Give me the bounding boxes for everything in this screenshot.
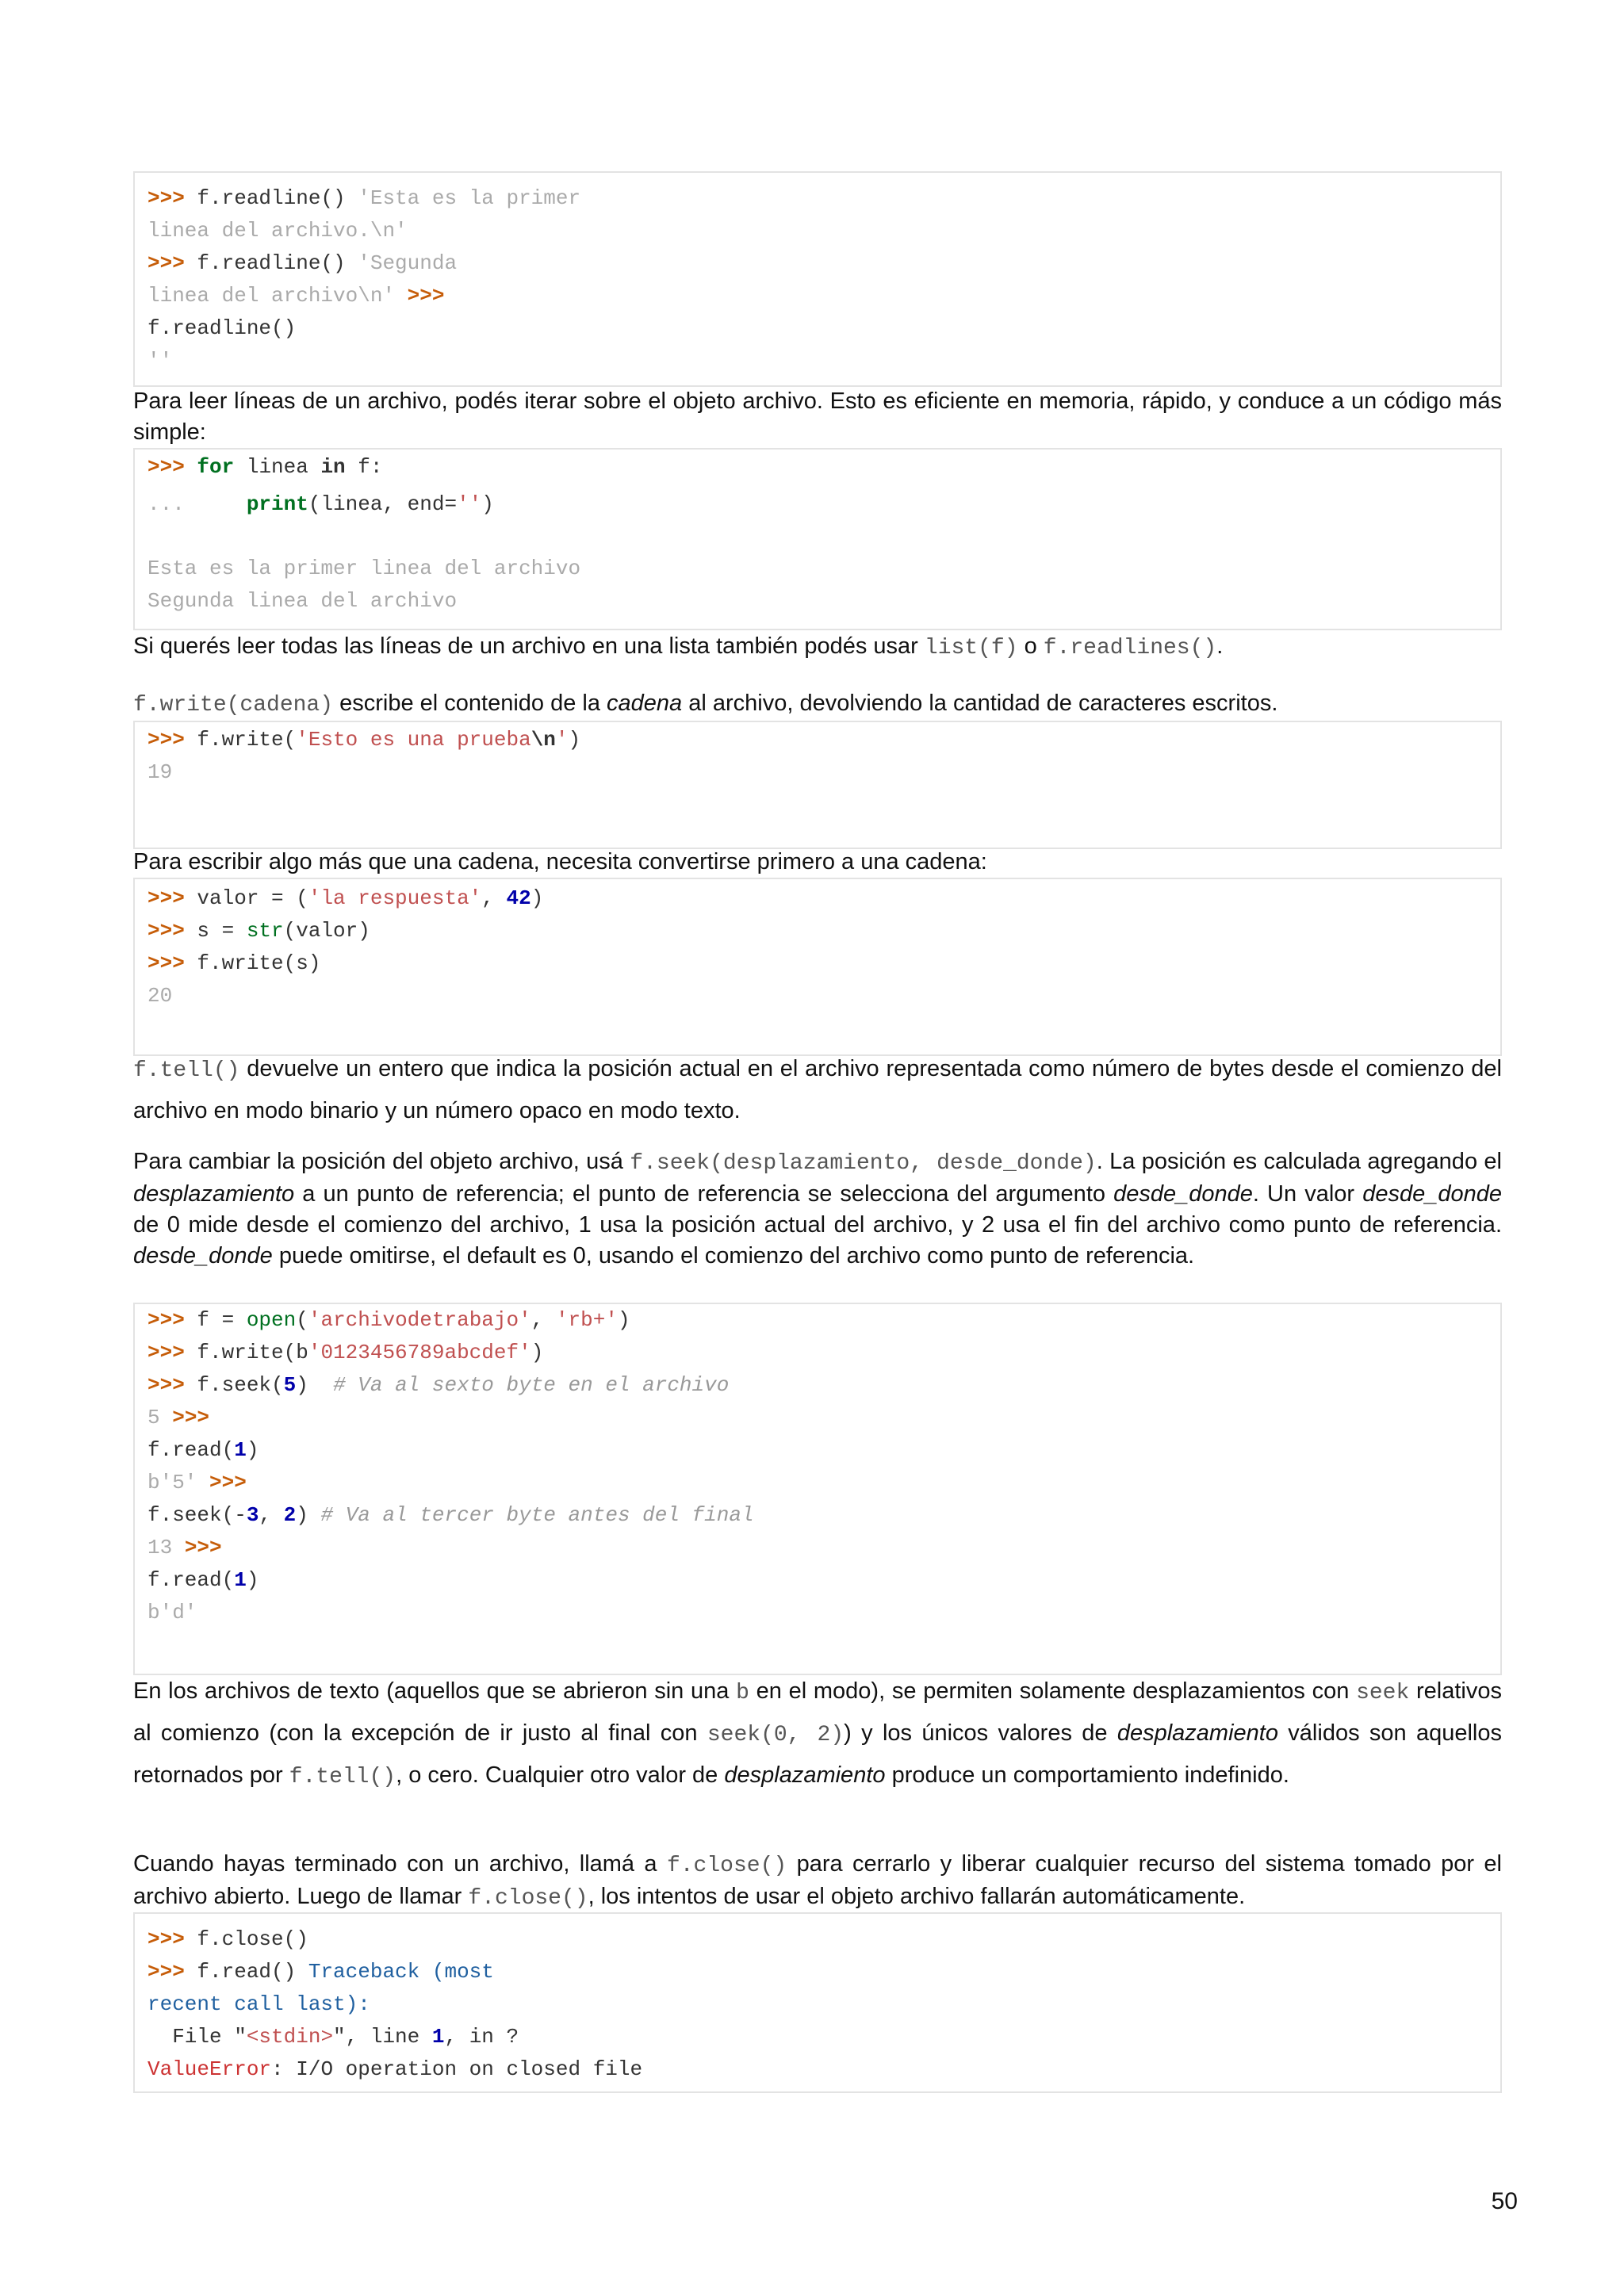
indent	[185, 492, 247, 516]
output: 13	[147, 1536, 185, 1559]
text: o	[1017, 633, 1044, 659]
code: f.seek(	[184, 1373, 284, 1397]
text: relativos al comienzo (con la excepción de ir justo al final con	[133, 1678, 1502, 1746]
string: 'la respuesta'	[308, 886, 482, 910]
string: 'archivodetrabajo'	[308, 1308, 531, 1332]
prompt: >>>	[147, 1927, 185, 1951]
code-line	[147, 1369, 1488, 1402]
text: . Un valor	[1252, 1181, 1363, 1207]
traceback-text: recent call last):	[147, 1992, 370, 2016]
text: Cuando hayas terminado con un archivo, llamá a	[133, 1851, 667, 1877]
code-line	[147, 182, 1488, 215]
text: de 0 mide desde el comienzo del archivo, 1 usa la posición actual del archivo, y 2 usa el fin del archivo como punto de referencia.	[133, 1212, 1502, 1238]
code: ,	[259, 1503, 284, 1527]
code: f.seek(-	[147, 1503, 247, 1527]
paragraph-text-mode-seek	[133, 1671, 1502, 1797]
output: 19	[147, 760, 173, 784]
comment: # Va al tercer byte antes del final	[320, 1503, 754, 1527]
code: ,	[530, 1308, 556, 1332]
code: )	[530, 886, 544, 910]
code-line	[147, 980, 1488, 1012]
code: )	[246, 1568, 259, 1592]
prompt: >>>	[147, 1373, 185, 1397]
number: 2	[283, 1503, 297, 1527]
code-line	[147, 724, 1488, 756]
prompt: >>>	[147, 455, 185, 479]
emphasis: desplazamiento	[724, 1762, 886, 1788]
text: a un punto de referencia; el punto de referencia se selecciona del argumento	[294, 1181, 1114, 1207]
code-line	[147, 484, 1488, 520]
code: (valor)	[283, 919, 370, 943]
string: 'rb+'	[555, 1308, 618, 1332]
number: 1	[431, 2025, 445, 2049]
text: válidos son aquellos retornados por	[133, 1720, 1502, 1788]
code-line	[147, 345, 1488, 377]
code: f.close()	[184, 1927, 308, 1951]
text: produce un comportamiento indefinido.	[885, 1762, 1289, 1788]
text: en el modo), se permiten solamente desplazamientos con	[749, 1678, 1357, 1704]
inline-code: f.close()	[468, 1886, 588, 1911]
text: , los intentos de usar el objeto archivo fallarán automáticamente.	[588, 1884, 1246, 1909]
code-line	[147, 1467, 1488, 1499]
comment: # Va al sexto byte en el archivo	[333, 1373, 730, 1397]
output: 20	[147, 984, 173, 1008]
code-line	[147, 1564, 1488, 1597]
code: )	[296, 1373, 334, 1397]
code-line	[147, 1923, 1488, 1956]
keyword: print	[246, 492, 308, 516]
text: para cerrarlo y liberar cualquier recurso del sistema tomado por el archivo abierto. Luego de llamar	[133, 1851, 1502, 1909]
paragraph-iterate: Para leer líneas de un archivo, podés iterar sobre el objeto archivo. Esto es eficiente en memoria, rápido, y conduce a un código más simple:	[133, 388, 1502, 445]
prompt: >>>	[209, 1471, 247, 1494]
text: En los archivos de texto (aquellos que se abrieron sin una	[133, 1678, 737, 1704]
emphasis: desplazamiento	[1116, 1720, 1278, 1746]
builtin: open	[246, 1308, 297, 1332]
inline-code: f.readlines()	[1043, 636, 1217, 660]
code: )	[530, 1341, 544, 1364]
code: )	[246, 1438, 259, 1462]
code: f.read()	[184, 1960, 308, 1984]
emphasis: cadena	[607, 691, 683, 716]
output: 'Esta es la primer	[358, 186, 581, 210]
output: Esta es la primer linea del archivo	[147, 557, 581, 580]
code-line	[147, 1597, 1488, 1629]
string: '	[555, 728, 569, 752]
code-line	[147, 1304, 1488, 1337]
traceback-text: Traceback (most	[308, 1960, 494, 1984]
paragraph-tell	[133, 1049, 1502, 1131]
paragraph-readlines	[133, 631, 1502, 664]
string: ''	[457, 492, 482, 516]
text: Para cambiar la posición del objeto archivo, usá	[133, 1149, 630, 1174]
code: f.read(	[147, 1568, 235, 1592]
code: f.read(	[147, 1438, 235, 1462]
code-line	[147, 1434, 1488, 1467]
code: f =	[184, 1308, 247, 1332]
code-block-str-convert	[133, 878, 1502, 1056]
emphasis: desde_donde	[1113, 1181, 1253, 1207]
prompt: >>>	[147, 728, 185, 752]
inline-code: list(f)	[924, 636, 1018, 660]
inline-code: seek(0, 2)	[707, 1723, 845, 1747]
text: Si querés leer todas las líneas de un archivo en una lista también podés usar	[133, 633, 925, 659]
prompt: >>>	[147, 1308, 185, 1332]
code: File "	[147, 2025, 247, 2049]
code-line	[147, 585, 1488, 618]
inline-code: f.tell()	[289, 1765, 396, 1789]
code: f.readline()	[184, 186, 358, 210]
code-line-blank	[147, 520, 1488, 553]
builtin: str	[246, 919, 284, 943]
inline-code: seek	[1356, 1681, 1410, 1705]
escape-sequence: \n	[530, 728, 556, 752]
code-block-for-loop	[133, 448, 1502, 630]
text: ) y los únicos valores de	[844, 1720, 1117, 1746]
code-line	[147, 215, 1488, 247]
code-line	[147, 1956, 1488, 1988]
text: devuelve un entero que indica la posición actual en el archivo representada como número de bytes desde el comienzo del archivo en modo binario y un número opaco en modo texto.	[133, 1056, 1502, 1123]
code: s =	[184, 919, 247, 943]
code: f:	[345, 455, 383, 479]
output: Segunda linea del archivo	[147, 589, 458, 613]
code: f.write(s)	[184, 951, 321, 975]
inline-code: f.close()	[666, 1854, 787, 1878]
prompt: >>>	[407, 284, 445, 308]
prompt: >>>	[147, 886, 185, 910]
inline-code: f.tell()	[133, 1058, 240, 1083]
keyword: in	[320, 455, 346, 479]
keyword: for	[197, 455, 235, 479]
paragraph-seek	[133, 1146, 1502, 1272]
code-line	[147, 312, 1488, 345]
emphasis: desplazamiento	[133, 1181, 295, 1207]
code-line	[147, 553, 1488, 585]
code: )	[617, 1308, 630, 1332]
code-block-seek	[133, 1303, 1502, 1675]
code: f.readline()	[147, 316, 297, 340]
code-line	[147, 247, 1488, 280]
text: puede omitirse, el default es 0, usando el comienzo del archivo como punto de referencia.	[272, 1243, 1195, 1269]
code: valor = (	[184, 886, 308, 910]
prompt: >>>	[172, 1406, 210, 1429]
prompt: >>>	[147, 1960, 185, 1984]
paragraph-convert: Para escribir algo más que una cadena, necesita convertirse primero a una cadena:	[133, 849, 987, 874]
text: escribe el contenido de la	[333, 691, 607, 716]
code: )	[481, 492, 494, 516]
inline-code: f.write(cadena)	[133, 693, 334, 718]
number: 42	[506, 886, 531, 910]
paragraph-write	[133, 688, 1502, 721]
number: 5	[283, 1373, 297, 1397]
number: 1	[234, 1438, 247, 1462]
code: : I/O operation on closed file	[271, 2057, 643, 2081]
number: 3	[246, 1503, 259, 1527]
code: linea	[234, 455, 321, 479]
output: linea del archivo\n'	[147, 284, 408, 308]
code-block-write	[133, 721, 1502, 849]
prompt-continuation: ...	[147, 492, 185, 516]
code-line	[147, 2053, 1488, 2086]
prompt: >>>	[147, 951, 185, 975]
code-line	[147, 1532, 1488, 1564]
text: .	[1216, 633, 1224, 659]
code-line	[147, 1402, 1488, 1434]
prompt: >>>	[147, 1341, 185, 1364]
output: 'Segunda	[358, 251, 458, 275]
emphasis: desde_donde	[133, 1243, 273, 1269]
code: f.write(	[184, 728, 297, 752]
code: , in ?	[444, 2025, 519, 2049]
code-line	[147, 915, 1488, 947]
output: 5	[147, 1406, 173, 1429]
code-line	[147, 2021, 1488, 2053]
output: linea del archivo.\n'	[147, 219, 408, 243]
code: f.readline()	[184, 251, 358, 275]
text: al archivo, devolviendo la cantidad de caracteres escritos.	[682, 691, 1278, 716]
code-line	[147, 882, 1488, 915]
inline-code: b	[736, 1681, 749, 1705]
prompt: >>>	[147, 251, 185, 275]
code: )	[568, 728, 581, 752]
error-name: ValueError	[147, 2057, 272, 2081]
code-line	[147, 1499, 1488, 1532]
output: b'5'	[147, 1471, 210, 1494]
prompt: >>>	[184, 1536, 222, 1559]
code-line	[147, 756, 1488, 789]
inline-code: f.seek(desplazamiento, desde_donde)	[630, 1151, 1097, 1176]
output: ''	[147, 349, 173, 373]
string: '0123456789abcdef'	[308, 1341, 531, 1364]
code: (linea, end=	[308, 492, 458, 516]
code: (	[296, 1308, 308, 1332]
code-line	[147, 1337, 1488, 1369]
string: <stdin>	[246, 2025, 334, 2049]
text: , o cero. Cualquier otro valor de	[396, 1762, 725, 1788]
code: ,	[481, 886, 507, 910]
page-number: 50	[1491, 2188, 1518, 2214]
code-line	[147, 1988, 1488, 2021]
prompt: >>>	[147, 186, 185, 210]
code: f.write(b	[184, 1341, 308, 1364]
code: )	[296, 1503, 321, 1527]
string: 'Esto es una prueba	[296, 728, 531, 752]
code-block-close	[133, 1912, 1502, 2093]
output: b'd'	[147, 1601, 197, 1624]
number: 1	[234, 1568, 247, 1592]
code-line	[147, 947, 1488, 980]
code-block-readline	[133, 171, 1502, 387]
emphasis: desde_donde	[1362, 1181, 1502, 1207]
paragraph-close	[133, 1849, 1502, 1914]
code-line	[147, 280, 1488, 312]
text: . La posición es calculada agregando el	[1096, 1149, 1503, 1174]
code-line	[147, 451, 1488, 484]
prompt: >>>	[147, 919, 185, 943]
code: ", line	[333, 2025, 432, 2049]
